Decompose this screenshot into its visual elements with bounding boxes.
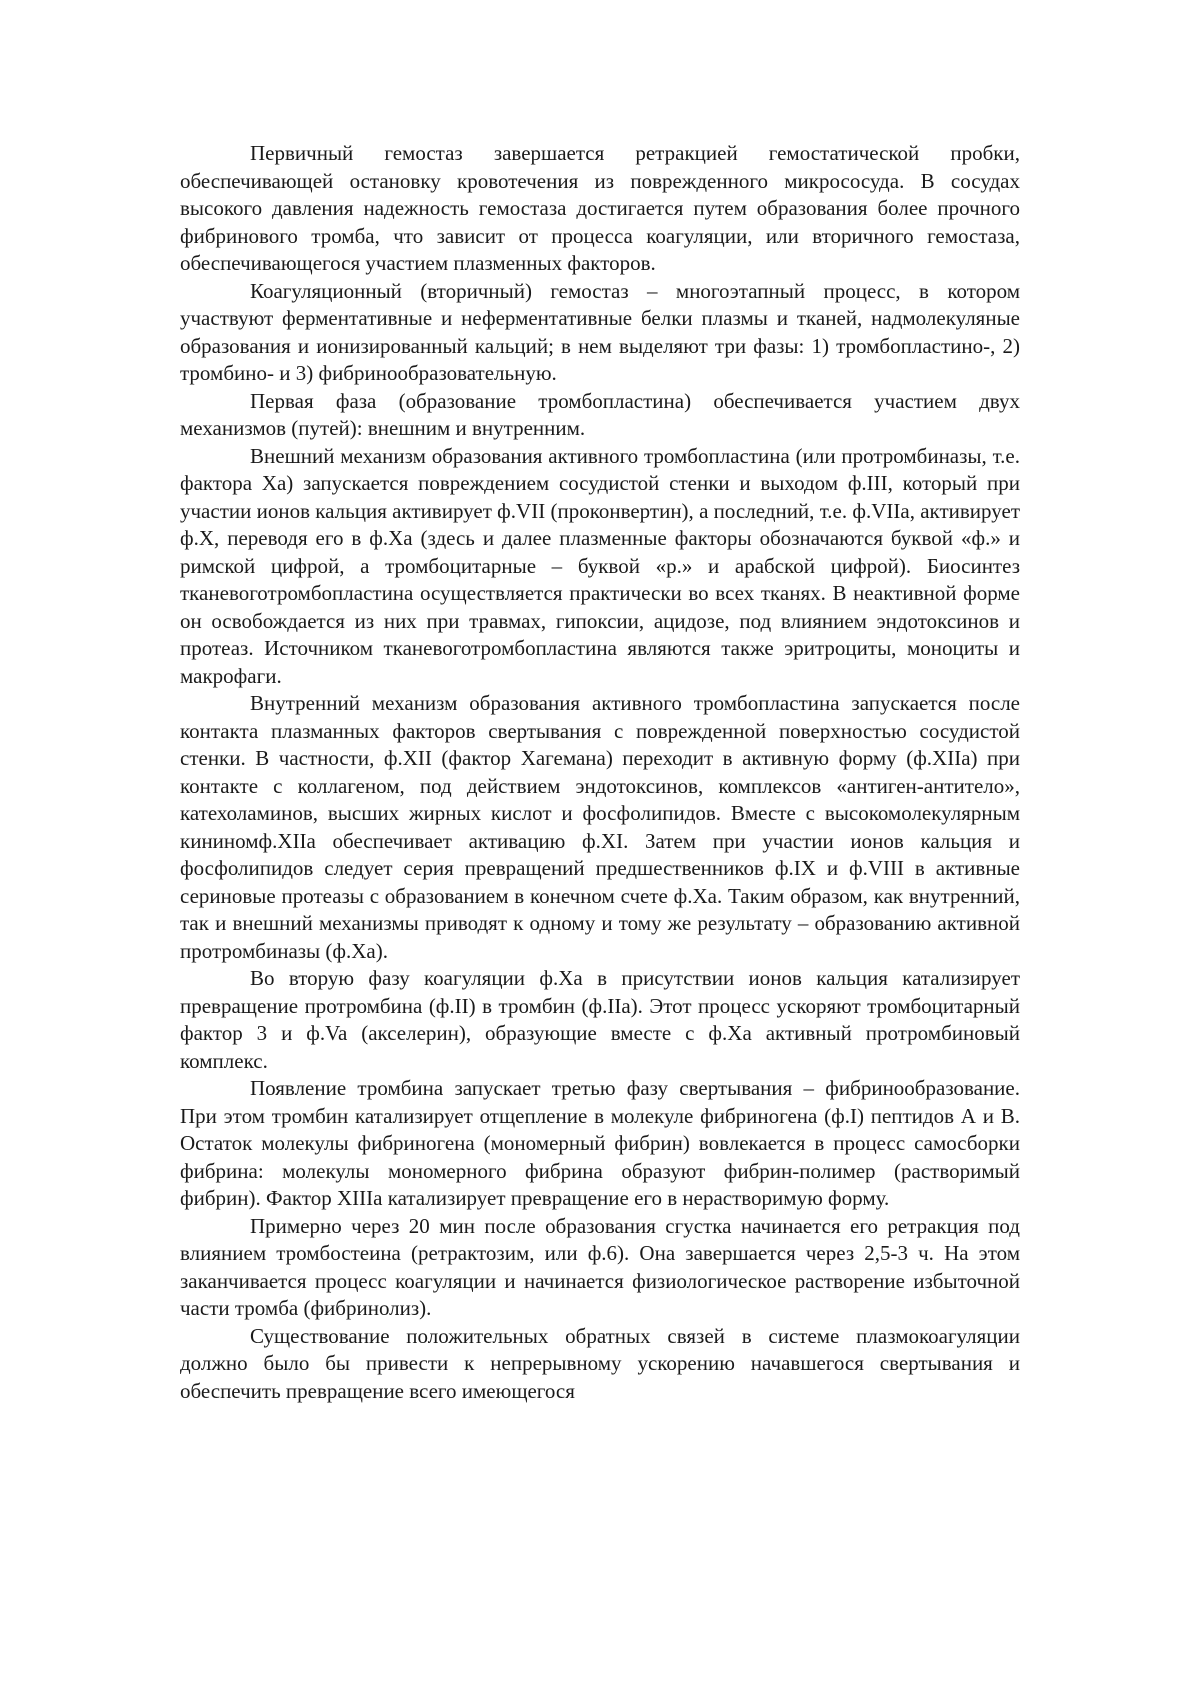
paragraph-third-phase: Появление тромбина запускает третью фазу свертывания – фибринообразование. При этом тромбин катализирует отщепление в молекуле фибриногена (ф.I) пептидов А и В. Остаток молекулы фибриногена (мономерный фибрин) вовлекается в процесс самосборки фибрина: молекулы мономерного фибрина образуют фибрин-полимер (растворимый фибрин). Фактор XIIIa катализирует превращение его в нерастворимую форму. xyxy=(180,1076,1020,1210)
paragraph-second-phase: Во вторую фазу коагуляции ф.Xa в присутствии ионов кальция катализирует превращение протромбина (ф.II) в тромбин (ф.IIa). Этот процесс ускоряют тромбоцитарный фактор 3 и ф.Va (акселерин), образующие вместе с ф.Xa активный протромбиновый комплекс. xyxy=(180,966,1020,1073)
paragraph-feedback: Существование положительных обратных связей в системе плазмокоагуляции должно было бы привести к непрерывному ускорению начавшегося свертывания и обеспечить превращение всего имеющегося xyxy=(180,1323,1020,1403)
paragraph-primary-hemostasis: Первичный гемостаз завершается ретракцией гемостатической пробки, обеспечивающей остановку кровотечения из поврежденного микрососуда. В сосудах высокого давления надежность гемостаза достигается путем образования более прочного фибринового тромба, что зависит от процесса коагуляции, или вторичного гемостаза, обеспечивающегося участием плазменных факторов. xyxy=(180,141,1020,275)
paragraph-coagulation-hemostasis: Коагуляционный (вторичный) гемостаз – многоэтапный процесс, в котором участвуют ферментативные и неферментативные белки плазмы и тканей, надмолекуляные образования и ионизированный кальций; в нем выделяют три фазы: 1) тромбопластино-, 2) тромбино- и 3) фибринообразовательную. xyxy=(180,278,1020,385)
paragraph-retraction: Примерно через 20 мин после образования сгустка начинается его ретракция под влиянием тромбостеина (ретрактозим, или ф.6). Она завершается через 2,5-3 ч. На этом заканчивается процесс коагуляции и начинается физиологическое растворение избыточной части тромба (фибринолиз). xyxy=(180,1213,1020,1320)
document-page xyxy=(180,140,1020,1405)
paragraph-internal-mechanism: Внутренний механизм образования активного тромбопластина запускается после контакта плазманных факторов свертывания с поврежденной поверхностью сосудистой стенки. В частности, ф.XII (фактор Хагемана) переходит в активную форму (ф.XIIa) при контакте с коллагеном, под действием эндотоксинов, комплексов «антиген-антитело», катехоламинов, высших жирных кислот и фосфолипидов. Вместе с высокомолекулярным кининомф.XIIa обеспечивает активацию ф.XI. Затем при участии ионов кальция и фосфолипидов следует серия превращений предшественников ф.IX и ф.VIII в активные сериновые протеазы с образованием в конечном счете ф.Xa. Таким образом, как внутренний, так и внешний механизмы приводят к одному и тому же результату – образованию активной протромбиназы (ф.Xa). xyxy=(180,691,1020,963)
paragraph-external-mechanism: Внешний механизм образования активного тромбопластина (или протромбиназы, т.е. фактора Xa) запускается повреждением сосудистой стенки и выходом ф.III, который при участии ионов кальция активирует ф.VII (проконвертин), а последний, т.е. ф.VIIa, активирует ф.X, переводя его в ф.Xa (здесь и далее плазменные факторы обозначаются буквой «ф.» и римской цифрой, а тромбоцитарные – буквой «р.» и арабской цифрой). Биосинтез тканевоготромбопластина осуществляется практически во всех тканях. В неактивной форме он освобождается из них при травмах, гипоксии, ацидозе, под влиянием эндотоксинов и протеаз. Источником тканевоготромбопластина являются также эритроциты, моноциты и макрофаги. xyxy=(180,443,1020,688)
paragraph-first-phase: Первая фаза (образование тромбопластина) обеспечивается участием двух механизмов (путей): внешним и внутренним. xyxy=(180,388,1020,440)
